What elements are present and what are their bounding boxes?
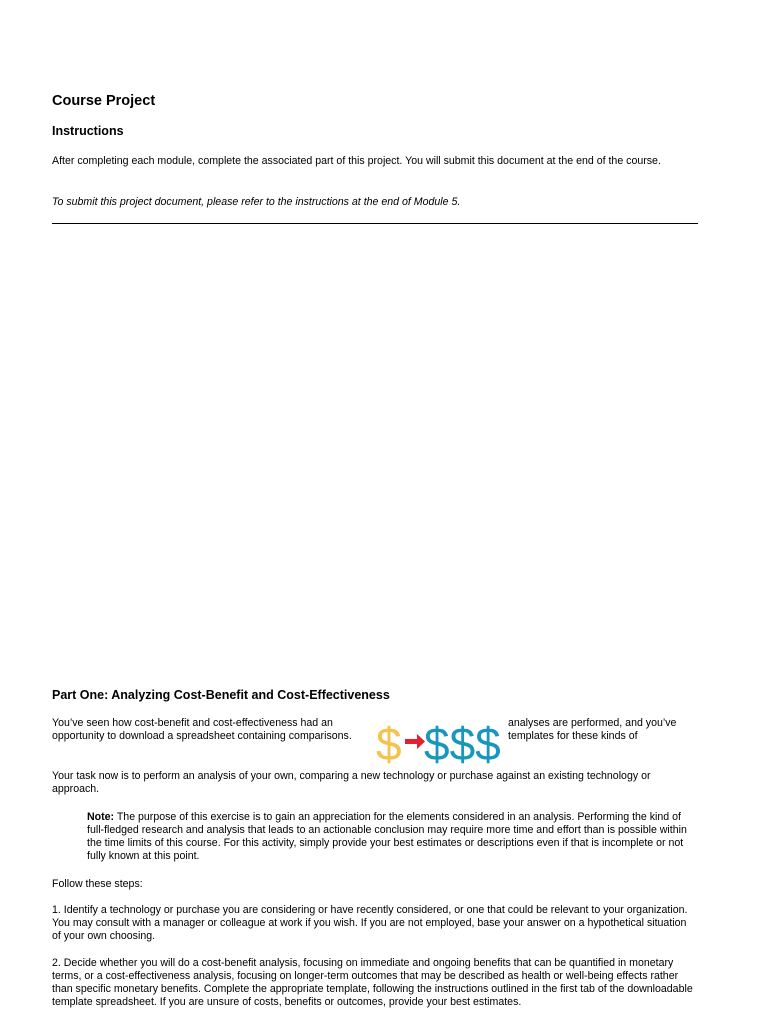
- instructions-heading: Instructions: [52, 124, 124, 138]
- large-dollars-symbols: $$$: [424, 718, 501, 766]
- section-divider: [52, 223, 698, 224]
- submit-note: To submit this project document, please refer to the instructions at the end of Module 5.: [52, 196, 461, 208]
- note-label: Note:: [87, 811, 115, 823]
- task-paragraph: Your task now is to perform an analysis of your own, comparing a new technology or purchase against an existing technology or approach.: [52, 770, 651, 795]
- dollar-to-dollars-icon: [376, 714, 502, 766]
- part-one-intro-right: analyses are performed, and you’ve templates for these kinds of: [508, 717, 677, 742]
- part-one-intro-left: You’ve seen how cost-benefit and cost-effectiveness had an opportunity to download a spreadsheet containing comparisons.: [52, 717, 352, 742]
- follow-steps-text: Follow these steps:: [52, 878, 143, 890]
- step-2: 2. Decide whether you will do a cost-benefit analysis, focusing on immediate and ongoing benefits that can be quantified in monetary terms, or a cost-effectiveness analysis, focusing on longer-term outcomes that may be described as health or well-being effects rather than specific monetary benefits. Complete the appropriate template, following the instructions outlined in the first tab of the downloadable template spreadsheet. If you are unsure of costs, benefits or outcomes, provide your best estimates.: [52, 957, 693, 1008]
- red-arrow-icon: [405, 734, 425, 749]
- note-text: The purpose of this exercise is to gain an appreciation for the elements considered in an analysis. Performing the kind of full-fledged research and analysis that leads to an actionable conclusion may require more time and effort than is possible within the time limits of this course. For this activity, simply provide your best estimates or descriptions even if that is incomplete or not fully known at this point.: [87, 811, 687, 862]
- intro-paragraph: After completing each module, complete the associated part of this project. You will submit this document at the end of the course.: [52, 155, 661, 167]
- step-1: 1. Identify a technology or purchase you are considering or have recently considered, or one that could be relevant to your organization. You may consult with a manager or colleague at work if you wish. If you are not employed, base your answer on a hypothetical situation of your own choosing.: [52, 904, 688, 942]
- document-title: Course Project: [52, 93, 156, 109]
- note-block: [87, 811, 699, 863]
- small-dollar-symbol: $: [376, 718, 402, 766]
- part-one-heading: Part One: Analyzing Cost-Benefit and Cost-Effectiveness: [52, 688, 390, 702]
